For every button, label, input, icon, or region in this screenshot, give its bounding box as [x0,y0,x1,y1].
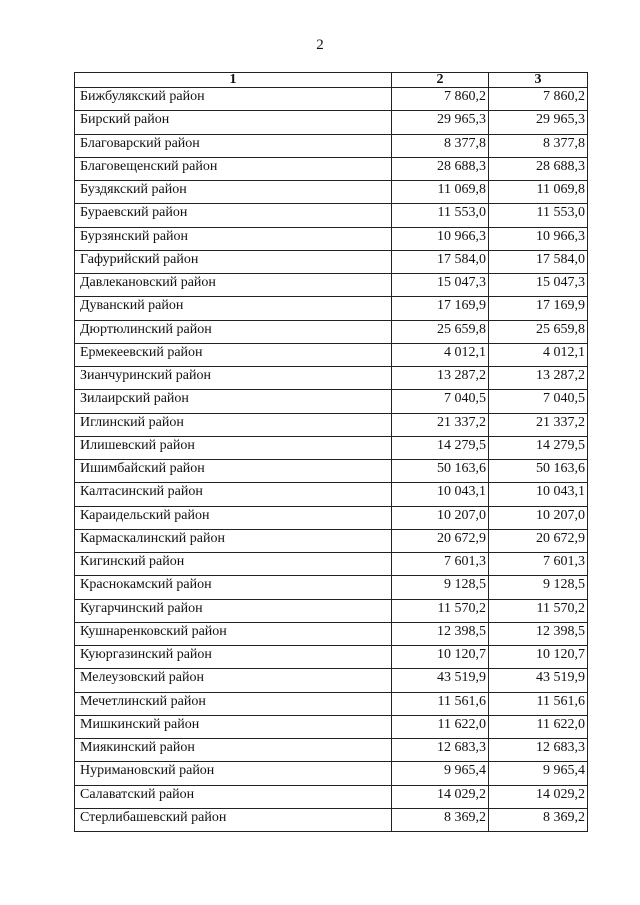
value-col-3: 17 584,0 [489,250,588,273]
table-row [75,181,588,204]
table-row [75,739,588,762]
table-row [75,529,588,552]
value-col-3: 29 965,3 [489,111,588,134]
district-name: Бирский район [75,111,392,134]
district-name: Калтасинский район [75,483,392,506]
table-row [75,343,588,366]
table-header [75,73,588,88]
value-col-3: 7 860,2 [489,88,588,111]
table-row [75,483,588,506]
value-col-2: 12 398,5 [392,622,489,645]
value-col-3: 4 012,1 [489,343,588,366]
table-body [75,88,588,832]
table-row [75,808,588,831]
value-col-3: 7 601,3 [489,553,588,576]
table-row [75,274,588,297]
value-col-3: 12 398,5 [489,622,588,645]
table-row [75,692,588,715]
value-col-2: 7 860,2 [392,88,489,111]
table-row [75,204,588,227]
table-row [75,506,588,529]
district-name: Буздякский район [75,181,392,204]
value-col-3: 43 519,9 [489,669,588,692]
value-col-3: 17 169,9 [489,297,588,320]
value-col-2: 15 047,3 [392,274,489,297]
table-row [75,599,588,622]
table-row [75,762,588,785]
table-row [75,646,588,669]
district-name: Мелеузовский район [75,669,392,692]
district-name: Зилаирский район [75,390,392,413]
value-col-3: 28 688,3 [489,157,588,180]
table-row [75,157,588,180]
value-col-2: 11 622,0 [392,715,489,738]
value-col-2: 9 128,5 [392,576,489,599]
district-name: Илишевский район [75,436,392,459]
value-col-2: 8 369,2 [392,808,489,831]
value-col-3: 14 029,2 [489,785,588,808]
value-col-2: 11 570,2 [392,599,489,622]
district-name: Давлекановский район [75,274,392,297]
table-row [75,715,588,738]
value-col-2: 43 519,9 [392,669,489,692]
value-col-2: 11 561,6 [392,692,489,715]
district-name: Кигинский район [75,553,392,576]
district-name: Зианчуринский район [75,367,392,390]
value-col-2: 17 584,0 [392,250,489,273]
value-col-3: 7 040,5 [489,390,588,413]
value-col-2: 10 120,7 [392,646,489,669]
district-name: Дуванский район [75,297,392,320]
district-name: Ермекеевский район [75,343,392,366]
district-name: Мишкинский район [75,715,392,738]
value-col-3: 11 570,2 [489,599,588,622]
district-name: Ишимбайский район [75,460,392,483]
district-name: Стерлибашевский район [75,808,392,831]
table-row [75,576,588,599]
table-row [75,111,588,134]
table-row [75,88,588,111]
value-col-2: 12 683,3 [392,739,489,762]
table-row [75,390,588,413]
value-col-3: 11 553,0 [489,204,588,227]
district-name: Гафурийский район [75,250,392,273]
value-col-3: 20 672,9 [489,529,588,552]
value-col-3: 8 369,2 [489,808,588,831]
district-name: Мечетлинский район [75,692,392,715]
value-col-2: 29 965,3 [392,111,489,134]
table-row [75,250,588,273]
value-col-3: 9 128,5 [489,576,588,599]
value-col-2: 11 553,0 [392,204,489,227]
value-col-3: 10 207,0 [489,506,588,529]
value-col-3: 11 561,6 [489,692,588,715]
table-row [75,436,588,459]
table-row [75,413,588,436]
table-row [75,553,588,576]
district-name: Куюргазинский район [75,646,392,669]
district-name: Миякинский район [75,739,392,762]
value-col-2: 50 163,6 [392,460,489,483]
district-name: Бураевский район [75,204,392,227]
table-row [75,227,588,250]
value-col-3: 10 043,1 [489,483,588,506]
value-col-3: 14 279,5 [489,436,588,459]
district-name: Бурзянский район [75,227,392,250]
district-name: Кугарчинский район [75,599,392,622]
value-col-3: 8 377,8 [489,134,588,157]
value-col-3: 13 287,2 [489,367,588,390]
value-col-2: 8 377,8 [392,134,489,157]
value-col-2: 4 012,1 [392,343,489,366]
district-name: Благоварский район [75,134,392,157]
value-col-2: 14 279,5 [392,436,489,459]
value-col-3: 25 659,8 [489,320,588,343]
district-name: Нуримановский район [75,762,392,785]
value-col-3: 15 047,3 [489,274,588,297]
table-row [75,367,588,390]
district-name: Благовещенский район [75,157,392,180]
page-number: 2 [316,37,324,53]
value-col-2: 11 069,8 [392,181,489,204]
value-col-3: 9 965,4 [489,762,588,785]
district-name: Кармаскалинский район [75,529,392,552]
table-row [75,320,588,343]
header-row [75,73,588,88]
value-col-2: 13 287,2 [392,367,489,390]
value-col-2: 21 337,2 [392,413,489,436]
district-name: Бижбулякский район [75,88,392,111]
value-col-2: 25 659,8 [392,320,489,343]
value-col-2: 10 966,3 [392,227,489,250]
district-budget-table [74,72,588,832]
value-col-2: 17 169,9 [392,297,489,320]
table-row [75,669,588,692]
column-header-2: 2 [392,73,489,88]
value-col-3: 11 622,0 [489,715,588,738]
value-col-2: 10 207,0 [392,506,489,529]
table-row [75,460,588,483]
value-col-3: 50 163,6 [489,460,588,483]
district-name: Дюртюлинский район [75,320,392,343]
value-col-2: 20 672,9 [392,529,489,552]
value-col-2: 10 043,1 [392,483,489,506]
table-row [75,134,588,157]
value-col-3: 11 069,8 [489,181,588,204]
value-col-2: 9 965,4 [392,762,489,785]
district-name: Кушнаренковский район [75,622,392,645]
value-col-3: 10 966,3 [489,227,588,250]
value-col-3: 10 120,7 [489,646,588,669]
value-col-2: 7 601,3 [392,553,489,576]
table-row [75,297,588,320]
column-header-3: 3 [489,73,588,88]
column-header-1: 1 [75,73,392,88]
district-name: Караидельский район [75,506,392,529]
table-row [75,785,588,808]
value-col-2: 7 040,5 [392,390,489,413]
value-col-3: 21 337,2 [489,413,588,436]
district-name: Салаватский район [75,785,392,808]
district-name: Иглинский район [75,413,392,436]
value-col-3: 12 683,3 [489,739,588,762]
district-name: Краснокамский район [75,576,392,599]
table-row [75,622,588,645]
value-col-2: 14 029,2 [392,785,489,808]
value-col-2: 28 688,3 [392,157,489,180]
